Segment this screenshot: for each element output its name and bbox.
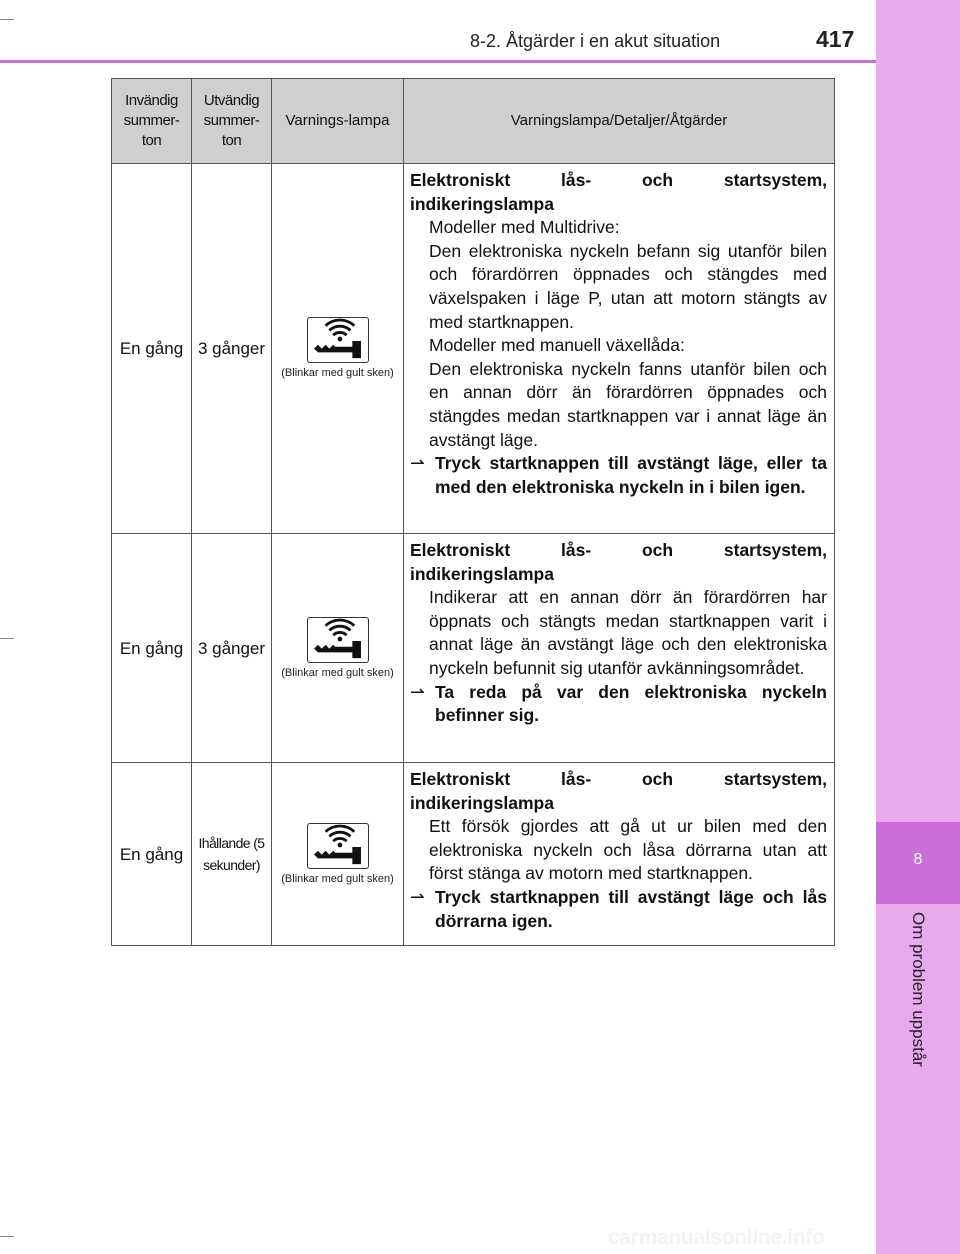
details-text: Den elektroniska nyckeln fanns utanför bilen och en annan dörr än förardörren öppnades och stängdes medan startknappen var i annat läge än avstängt läge.: [429, 358, 827, 450]
internal-buzzer-cell: En gång: [112, 534, 192, 763]
external-buzzer-cell: 3 gånger: [192, 534, 272, 763]
warning-lamp-cell: [272, 534, 404, 763]
details-text: Den elektroniska nyckeln befann sig utanför bilen och förardörren öppnades och stängdes med växelspaken i läge P, utan att motorn stängts av med startknappen.: [429, 240, 827, 332]
warning-lamp-cell: [272, 164, 404, 534]
table-header-row: [112, 79, 835, 164]
details-text: Indikerar att en annan dörr än förardörren har öppnats och stängts medan startknappen varit i annat läge än avstängt läge och den elektroniska nyckeln befunnit sig utanför avkänningsområdet.: [429, 587, 827, 678]
header-rule: [0, 60, 876, 63]
chapter-title: Om problem uppstår: [909, 912, 928, 1067]
chapter-number: 8: [876, 822, 960, 904]
lamp-note: (Blinkar med gult sken): [281, 367, 394, 379]
lamp-note: (Blinkar med gult sken): [281, 872, 394, 885]
key-signal-icon: [307, 823, 369, 869]
external-buzzer-cell: Ihållande (5 sekunder): [192, 763, 272, 946]
details-text: Modeller med Multidrive:: [429, 217, 620, 238]
details-text: Ett försök gjordes att gå ut ur bilen med den elektroniska nyckeln och låsa dörrarna utan att först stänga av motorn med startknappen.: [429, 816, 827, 884]
right-arrow-icon: ⇀: [410, 886, 425, 907]
header-internal-buzzer: Invändig summer-ton: [112, 79, 192, 164]
action-text: [410, 452, 827, 499]
key-signal-icon: [307, 317, 369, 363]
internal-buzzer-cell: En gång: [112, 164, 192, 534]
details-text: Modeller med manuell växellåda:: [429, 335, 685, 356]
crop-mark: [0, 1236, 14, 1237]
details-title: Elektroniskt lås- och startsystem, indikeringslampa: [410, 170, 827, 214]
key-signal-icon: [307, 617, 369, 663]
crop-mark: [0, 638, 14, 639]
action-label: Ta reda på var den elektroniska nyckeln befinner sig.: [435, 681, 827, 726]
details-cell: [404, 164, 835, 534]
action-label: Tryck startknappen till avstängt läge och lås dörrarna igen.: [435, 886, 827, 931]
header-external-buzzer: Utvändig summer-ton: [192, 79, 272, 164]
warning-lamp-cell: [272, 763, 404, 946]
internal-buzzer-cell: En gång: [112, 763, 192, 946]
page-number: 417: [816, 26, 855, 52]
table-row: [112, 763, 835, 946]
details-title: Elektroniskt lås- och startsystem, indikeringslampa: [410, 540, 827, 584]
lamp-note: (Blinkar med gult sken): [281, 666, 394, 679]
action-text: [410, 681, 827, 728]
action-label: Tryck startknappen till avstängt läge, eller ta med den elektroniska nyckeln in i bilen igen.: [435, 453, 827, 497]
table-row: [112, 164, 835, 534]
header-warning-lamp: Varnings-lampa: [272, 79, 404, 164]
right-arrow-icon: ⇀: [410, 681, 425, 702]
action-text: [410, 886, 827, 933]
warning-table: [111, 78, 835, 946]
right-arrow-icon: ⇀: [410, 453, 425, 474]
details-cell: [404, 534, 835, 763]
details-cell: [404, 763, 835, 946]
section-title: 8-2. Åtgärder i en akut situation: [470, 31, 721, 51]
details-title: Elektroniskt lås- och startsystem, indikeringslampa: [410, 769, 827, 813]
external-buzzer-cell: 3 gånger: [192, 164, 272, 534]
crop-mark: [0, 19, 14, 20]
watermark: carmanualsonline.info: [608, 1226, 825, 1249]
header-details: Varningslampa/Detaljer/Åtgärder: [404, 79, 835, 164]
table-row: [112, 534, 835, 763]
